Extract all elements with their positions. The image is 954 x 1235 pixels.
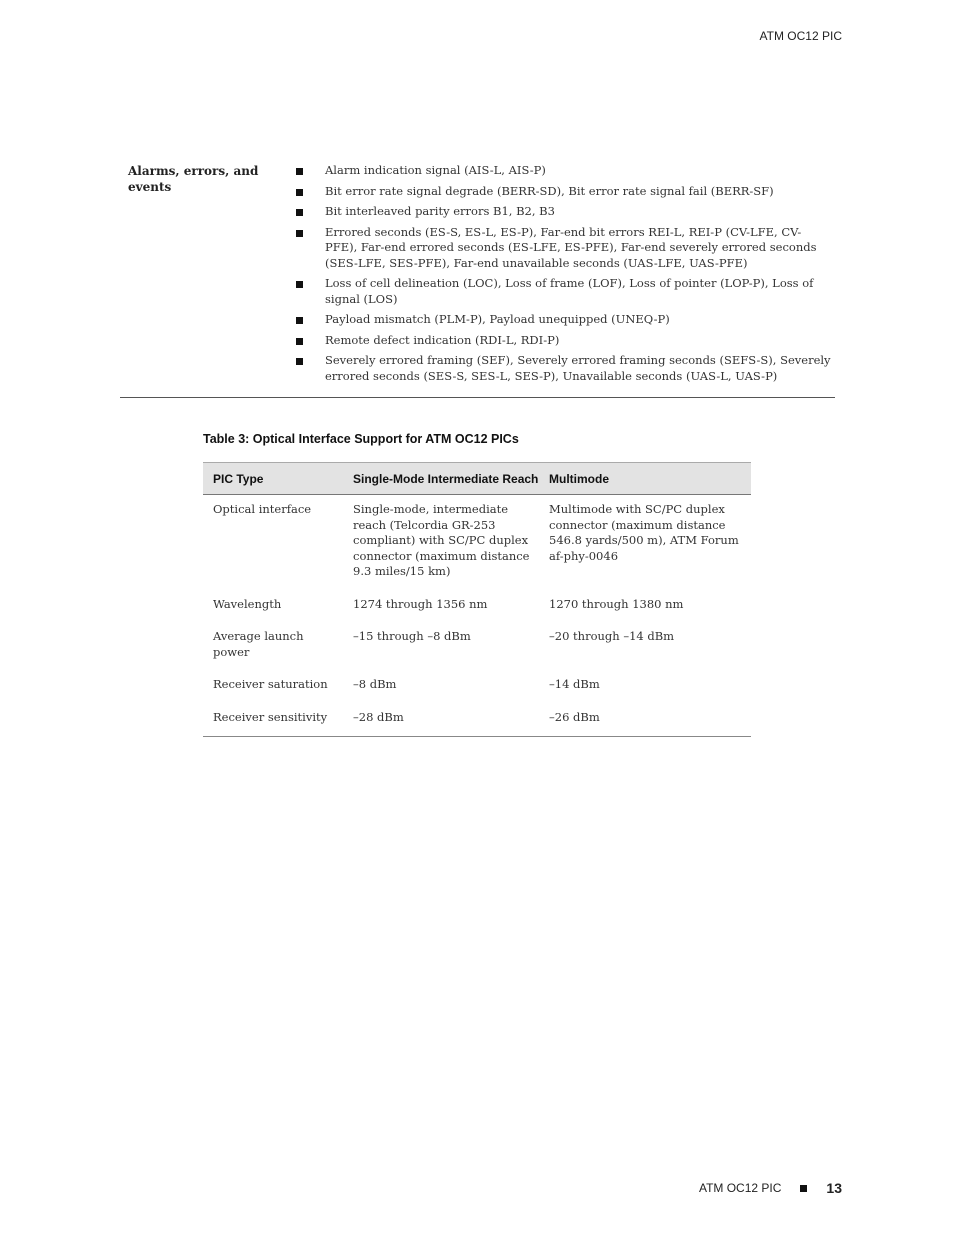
list-item-text: Bit error rate signal degrade (BERR-SD), Bit error rate signal fail (BERR-SF) <box>325 183 774 198</box>
table-row <box>203 589 751 622</box>
table-cell-pic-type: Receiver saturation <box>213 677 328 691</box>
page-footer <box>699 1180 842 1196</box>
list-item <box>296 184 831 200</box>
list-item-text: Bit interleaved parity errors B1, B2, B3 <box>325 204 555 218</box>
table-cell-single-mode: Single-mode, intermediate reach (Telcordia GR-253 compliant) with SC/PC duplex connector (maximum distance 9.3 miles/15 km) <box>353 502 530 578</box>
bullet-icon <box>296 168 303 175</box>
table-cell-multimode: Multimode with SC/PC duplex connector (maximum distance 546.8 yards/500 m), ATM Forum af-phy-0046 <box>549 502 739 563</box>
list-item <box>296 333 831 349</box>
alarms-label: Alarms, errors, and events <box>128 164 259 194</box>
column-header-single-mode: Single-Mode Intermediate Reach <box>343 463 539 495</box>
bullet-icon <box>296 281 303 288</box>
list-item <box>296 204 831 220</box>
bullet-icon <box>296 317 303 324</box>
list-item-text: Loss of cell delineation (LOC), Loss of frame (LOF), Loss of pointer (LOP-P), Loss of signal (LOS) <box>325 276 814 306</box>
table-cell-pic-type: Wavelength <box>213 596 282 611</box>
list-item <box>296 353 831 384</box>
table-cell-multimode: –14 dBm <box>549 677 600 691</box>
table-cell-single-mode: –8 dBm <box>353 677 397 691</box>
table-row <box>203 495 751 589</box>
table-cell-multimode: –26 dBm <box>539 702 751 737</box>
list-item <box>296 163 831 179</box>
list-item-text: Alarm indication signal (AIS-L, AIS-P) <box>325 163 546 177</box>
running-header: ATM OC12 PIC <box>759 29 842 43</box>
bullet-icon <box>296 338 303 345</box>
column-header-multimode: Multimode <box>539 463 751 495</box>
list-item-text: Remote defect indication (RDI-L, RDI-P) <box>325 332 560 347</box>
table-cell-pic-type: Optical interface <box>213 502 312 516</box>
table-row <box>203 621 751 669</box>
alarms-list <box>296 163 831 389</box>
column-header-pic-type: PIC Type <box>203 463 343 495</box>
table-cell-single-mode: –15 through –8 dBm <box>353 629 471 643</box>
table-row <box>203 669 751 702</box>
bullet-icon <box>800 1185 807 1192</box>
optical-interface-table <box>203 462 751 737</box>
list-item-text: Errored seconds (ES-S, ES-L, ES-P), Far-end bit errors REI-L, REI-P (CV-LFE, CV-PFE), Far-end errored seconds (ES-LFE, ES-PFE), Far-end severely errored seconds (SES-LFE, SES-PFE), Far-end unavailable seconds (UAS-LFE, UAS-PFE) <box>325 224 817 270</box>
bullet-icon <box>296 189 303 196</box>
table-row <box>203 702 751 737</box>
table-cell-pic-type: Receiver sensitivity <box>203 702 343 737</box>
table-caption: Table 3: Optical Interface Support for ATM OC12 PICs <box>203 432 519 446</box>
table-header-row <box>203 463 751 495</box>
footer-title: ATM OC12 PIC <box>698 1181 782 1195</box>
list-item-text: Severely errored framing (SEF), Severely errored framing seconds (SEFS-S), Severely errored seconds (SES-S, SES-L, SES-P), Unavailable seconds (UAS-L, UAS-P) <box>325 353 831 383</box>
table-cell-single-mode: –28 dBm <box>343 702 539 737</box>
table-cell-multimode: –20 through –14 dBm <box>549 629 675 643</box>
list-item <box>296 276 831 307</box>
page-number: 13 <box>826 1180 842 1196</box>
list-item-text: Payload mismatch (PLM-P), Payload unequipped (UNEQ-P) <box>325 312 670 326</box>
table-cell-pic-type: Average launch power <box>213 629 304 659</box>
table-cell-multimode: 1270 through 1380 nm <box>549 596 684 611</box>
section-divider <box>120 397 835 398</box>
list-item <box>296 312 831 328</box>
bullet-icon <box>296 209 303 216</box>
table-cell-single-mode: 1274 through 1356 nm <box>353 596 488 611</box>
bullet-icon <box>296 358 303 365</box>
bullet-icon <box>296 230 303 237</box>
list-item <box>296 225 831 272</box>
